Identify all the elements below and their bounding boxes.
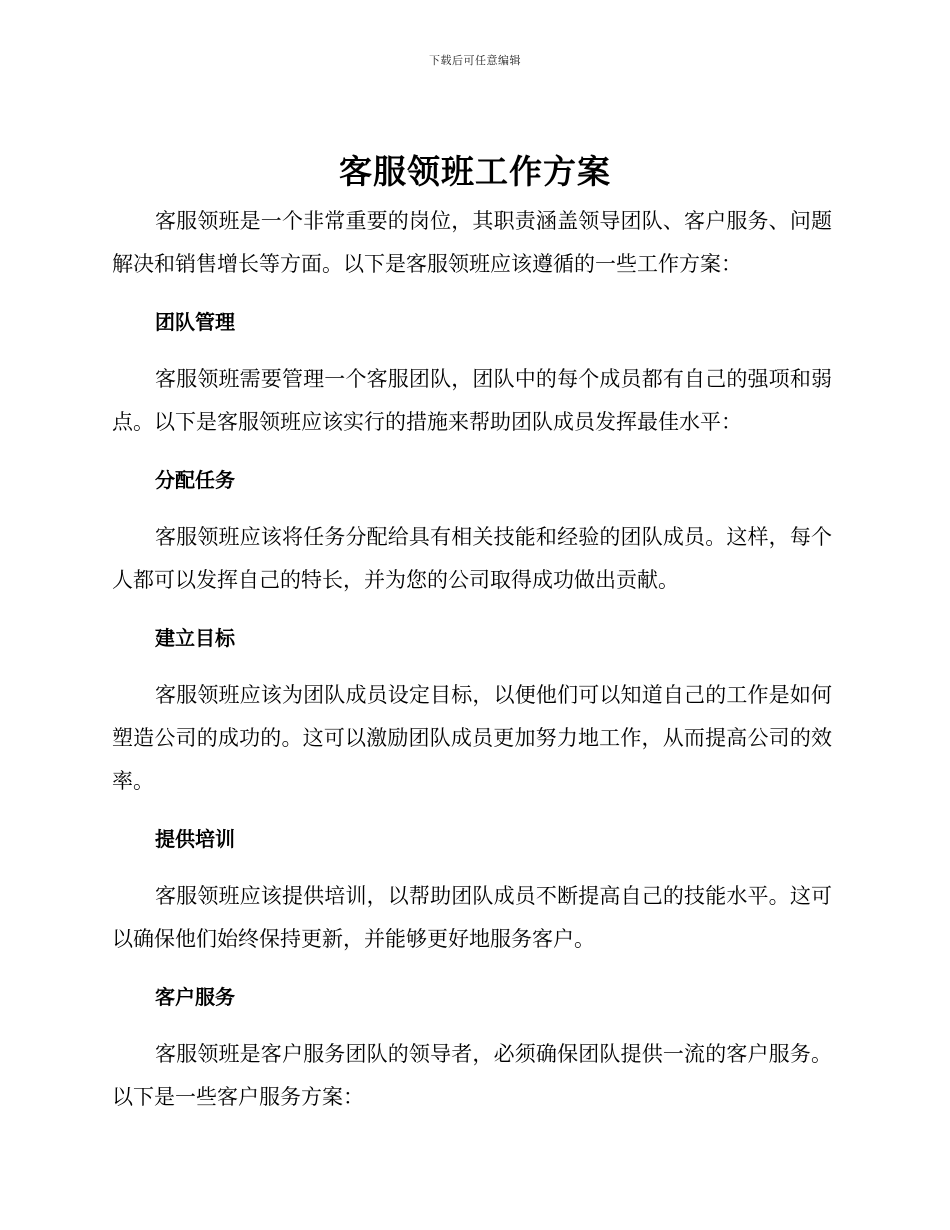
page-header-note: 下载后可任意编辑 [429, 54, 521, 67]
section-heading-assign-tasks: 分配任务 [155, 468, 235, 492]
section-paragraph-set-goals: 客服领班应该为团队成员设定目标，以便他们可以知道自己的工作是如何塑造公司的成功的。这可以激励团队成员更加努力地工作，从而提高公司的效率。 [112, 683, 832, 793]
document-body [112, 200, 832, 1139]
intro-paragraph: 客服领班是一个非常重要的岗位，其职责涵盖领导团队、客户服务、问题解决和销售增长等方面。以下是客服领班应该遵循的一些工作方案： [112, 209, 832, 276]
section-heading-customer-service: 客户服务 [155, 985, 235, 1009]
section-paragraph-customer-service: 客服领班是客户服务团队的领导者，必须确保团队提供一流的客户服务。以下是一些客户服务方案： [112, 1042, 832, 1109]
document-title: 客服领班工作方案 [339, 152, 611, 191]
section-paragraph-team-management: 客服领班需要管理一个客服团队，团队中的每个成员都有自己的强项和弱点。以下是客服领班应该实行的措施来帮助团队成员发挥最佳水平： [112, 367, 832, 434]
section-heading-team-management: 团队管理 [155, 310, 235, 334]
section-heading-provide-training: 提供培训 [155, 827, 235, 851]
section-paragraph-assign-tasks: 客服领班应该将任务分配给具有相关技能和经验的团队成员。这样，每个人都可以发挥自己的特长，并为您的公司取得成功做出贡献。 [112, 525, 832, 592]
section-heading-set-goals: 建立目标 [155, 626, 235, 650]
section-paragraph-provide-training: 客服领班应该提供培训，以帮助团队成员不断提高自己的技能水平。这可以确保他们始终保持更新，并能够更好地服务客户。 [112, 884, 832, 951]
